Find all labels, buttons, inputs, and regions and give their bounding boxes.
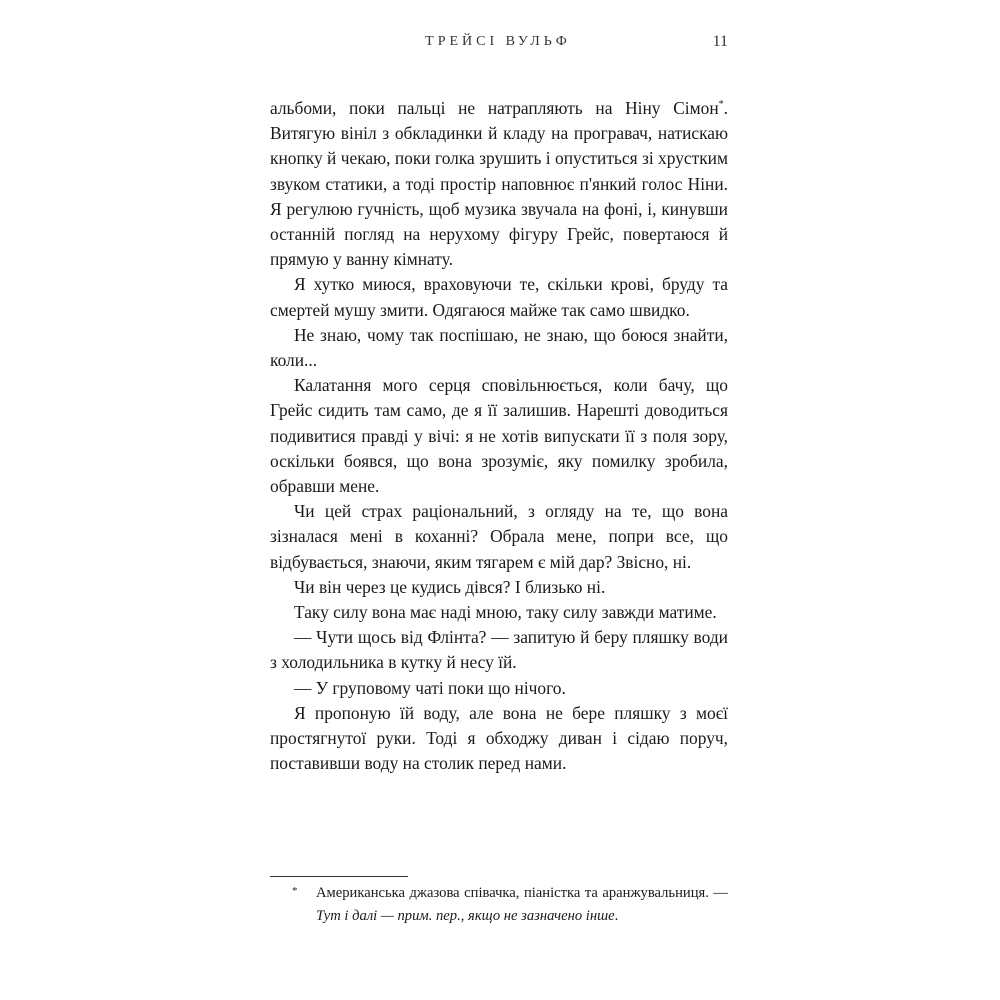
paragraph: Я пропоную їй воду, але вона не бере пляшку з моєї простягнутої руки. Тоді я обходжу диван і сідаю поруч, поставивши воду на столик перед нами. [270,702,728,774]
page-number: 11 [712,33,728,50]
paragraph: Таку силу вона має наді мною, таку силу завжди матиме. [294,602,717,623]
footnote-note-italic: Тут і далі — прим. пер. [316,908,461,924]
running-head [268,34,728,58]
paragraph: Я хутко миюся, враховуючи те, скільки крові, бруду та смертей мушу змити. Одягаюся майже так само швидко. [270,274,728,320]
paragraph: Не знаю, чому так поспішаю, не знаю, що боюся знайти, коли... [270,324,728,371]
footnote-end: . [614,908,619,924]
footnote-mark: * [292,885,298,897]
paragraph [270,96,728,272]
paragraph: — Чути щось від Флінта? — запитую й беру пляшку води з холодильника в кутку й несу їй. [270,627,728,673]
footnote [270,882,728,928]
footnote-text [316,882,728,928]
paragraph: Чи він через це кудись дівся? І близько ні. [294,576,606,597]
body-text [270,96,728,776]
paragraph-text: альбоми, поки пальці не натрапляють на Ніну Сімон [270,98,719,118]
paragraph-text: . Витягую вініл з обкладинки й кладу на програвач, натискаю кнопку й чекаю, поки голка зрушить і опуститься зі хрустким звуком статики, а тоді простір наповнює п'янкий голос Ніни. Я регулюю гучність, щоб музика звучала на фоні, і, кинувши останній погляд на нерухому фігуру Грейс, повертаюся й прямую у ванну кімнату. [270,98,728,270]
footnote-divider [270,876,408,877]
footnote-note-italic: якщо не зазначено інше [468,908,615,924]
running-head-author: ТРЕЙСІ ВУЛЬФ [425,34,571,49]
paragraph: Калатання мого серця сповільнюється, коли бачу, що Грейс сидить там само, де я її залишив. Нарешті доводиться подивитися правді у вічі: я не хотів випускати її з поля зору, оскільки боявся, що вона зрозуміє, яку помилку зробила, обравши мене. [270,375,728,497]
paragraph: Чи цей страх раціональний, з огляду на те, що вона зізналася мені в коханні? Обрала мене, попри все, що відбувається, знаючи, яким тягарем є мій дар? Звісно, ні. [270,501,728,572]
footnote-separator: , [460,908,469,924]
paragraph: — У груповому чаті поки що нічого. [294,677,566,698]
footnote-body: Американська джазова співачка, піаністка та аранжувальниця. — [316,885,728,901]
footnote-reference: * [718,99,724,111]
